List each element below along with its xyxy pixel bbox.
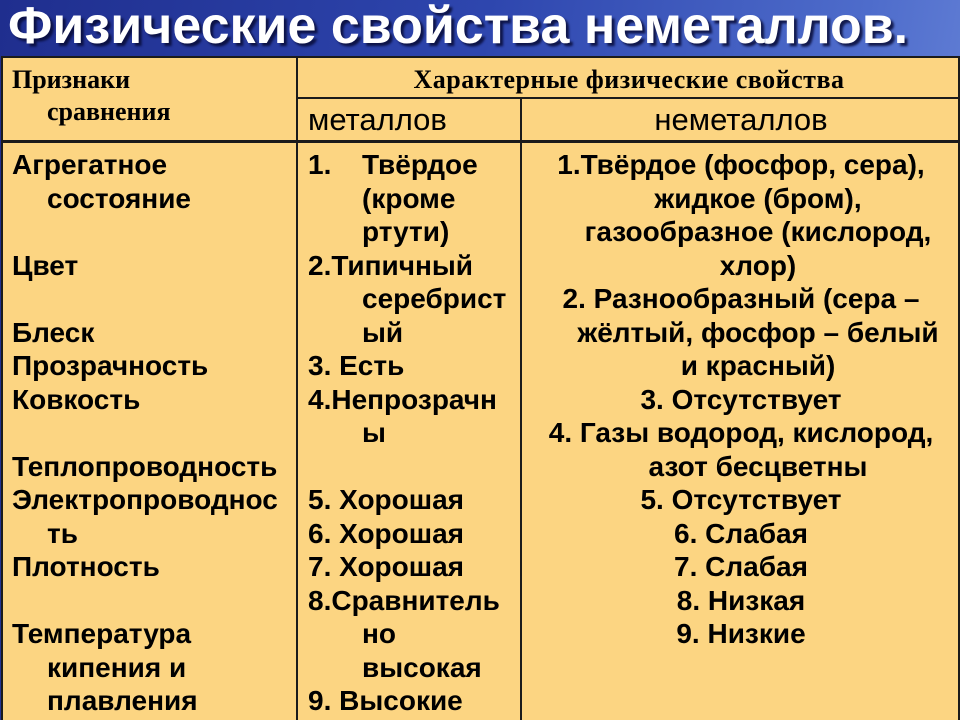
slide-title: Физические свойства неметаллов. (8, 0, 909, 55)
metals-line: 3. Есть (308, 350, 405, 381)
nonmetals-line: 5. Отсутствует (640, 484, 842, 515)
nonmetals-line: газообразное (кислород, (584, 216, 932, 247)
metals-line: серебрист (362, 283, 507, 314)
item-number: 1. (308, 149, 332, 180)
nonmetals-line: 8. Низкая (676, 584, 806, 616)
column-divider (296, 56, 298, 720)
nonmetals-line: хлор) (719, 249, 797, 281)
metals-line: высокая (362, 651, 482, 683)
metals-line: 4.Непрозрачн (308, 383, 497, 415)
nonmetals-line: 9. Низкие (676, 618, 806, 649)
blank-line (12, 215, 295, 249)
header-nonmetals: неметаллов (654, 102, 828, 137)
blank-line (12, 416, 295, 450)
metals-line: ый (362, 316, 404, 348)
metals-line: но (362, 618, 397, 649)
criteria-line: ть (47, 517, 78, 549)
blank-line (308, 450, 520, 484)
criteria-line: Теплопроводность (12, 450, 278, 482)
nonmetals-line: 6. Слабая (674, 517, 808, 549)
metals-line (308, 148, 520, 182)
metals-line: ртути) (362, 216, 450, 247)
header-criteria-cell (12, 64, 292, 128)
nonmetals-line: жёлтый, фосфор – белый (577, 316, 939, 348)
nonmetals-line: 1.Твёрдое (фосфор, сера), (557, 149, 925, 180)
nonmetals-line: азот бесцветны (648, 450, 868, 482)
nonmetals-line: 7. Слабая (674, 551, 808, 582)
criteria-line: состояние (47, 182, 191, 214)
metals-line: 7. Хорошая (308, 551, 464, 582)
metals-line: (кроме (362, 182, 456, 214)
nonmetals-line: и красный) (680, 350, 836, 381)
metals-line: 5. Хорошая (308, 484, 464, 515)
criteria-line: Прозрачность (12, 350, 209, 381)
blank-line (12, 282, 295, 316)
metals-line: 8.Сравнитель (308, 584, 500, 616)
nonmetals-line: жидкое (бром), (654, 182, 862, 214)
nonmetals-line: 3. Отсутствует (640, 383, 842, 415)
metals-line: 2.Типичный (308, 249, 474, 281)
metals-column (308, 148, 520, 718)
criteria-line: Ковкость (12, 383, 141, 415)
criteria-line: Электропроводнос (12, 484, 278, 515)
nonmetals-line: 2. Разнообразный (сера – (562, 283, 920, 314)
item-text: Твёрдое (362, 149, 478, 180)
metals-line: 9. Высокие (308, 685, 463, 716)
criteria-line: Плотность (12, 551, 160, 582)
header-criteria-line: Признаки (12, 65, 131, 94)
nonmetals-column (522, 148, 960, 651)
header-properties-title: Характерные физические свойства (413, 65, 845, 94)
criteria-line: кипения и (47, 651, 187, 683)
criteria-line: Температура (12, 618, 192, 649)
criteria-column (12, 148, 295, 718)
criteria-line: Цвет (12, 249, 79, 281)
metals-line: 6. Хорошая (308, 517, 464, 549)
blank-line (12, 584, 295, 618)
criteria-line: плавления (47, 685, 198, 716)
header-metals: металлов (308, 102, 447, 137)
nonmetals-line: 4. Газы водород, кислород, (548, 417, 934, 448)
metals-line: ы (362, 417, 386, 448)
criteria-line: Блеск (12, 316, 95, 348)
header-criteria-line: сравнения (47, 97, 171, 126)
criteria-line: Агрегатное (12, 149, 168, 180)
